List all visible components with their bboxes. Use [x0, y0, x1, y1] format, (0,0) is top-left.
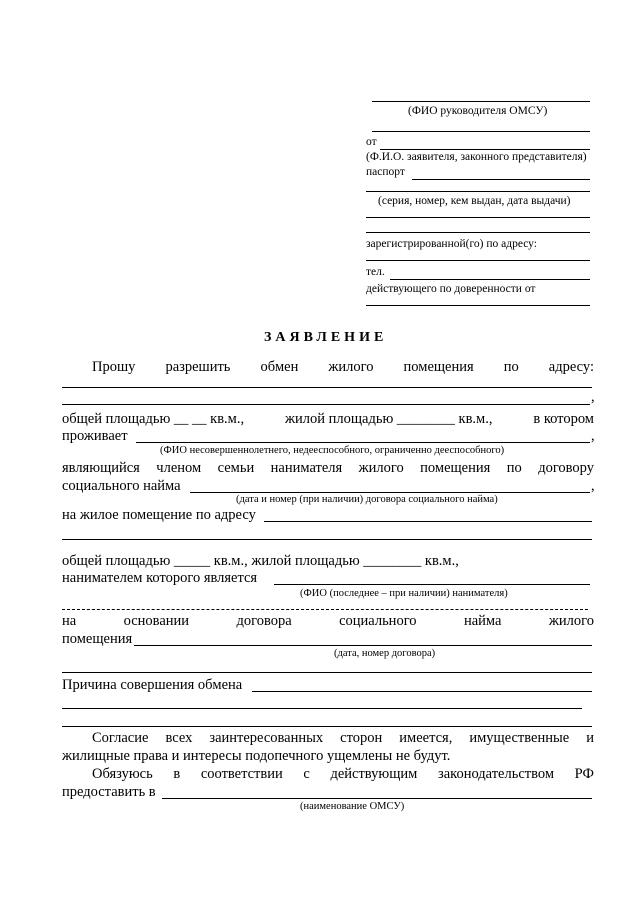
word: по: [506, 460, 522, 476]
passport-line-2[interactable]: [366, 191, 590, 192]
resides-label: проживает: [62, 428, 128, 444]
living-area-text: жилой площадью ________ кв.м.,: [284, 411, 493, 427]
request-line: [92, 359, 594, 376]
member-line: [62, 460, 594, 477]
word: и: [586, 730, 594, 746]
word: действующим: [330, 766, 418, 782]
word: заинтересованных: [209, 730, 324, 746]
area-line-1: [62, 411, 594, 428]
word: разрешить: [165, 359, 231, 375]
omsu-name-line[interactable]: [162, 798, 592, 799]
word: Обязуюсь: [92, 766, 153, 782]
blank-line[interactable]: [62, 672, 592, 673]
dashed-line[interactable]: [62, 609, 588, 610]
word: являющийся: [62, 460, 140, 476]
contract-caption: (дата и номер (при наличии) договора социального найма): [236, 494, 498, 505]
target-address-line-2[interactable]: [62, 539, 592, 540]
word: в: [173, 766, 181, 782]
word: социального: [339, 613, 417, 629]
word: семьи: [217, 460, 255, 476]
word: адресу:: [548, 359, 594, 375]
blank-line[interactable]: [372, 131, 590, 132]
total-area-text: общей площадью __ __ кв.м.,: [62, 411, 245, 427]
word: обмен: [260, 359, 299, 375]
word: жилого: [548, 613, 594, 629]
word: сторон: [340, 730, 383, 746]
area-line-2: общей площадью _____ кв.м., жилой площадью ________ кв.м.,: [62, 553, 459, 569]
reason-line-3[interactable]: [62, 726, 592, 727]
social-lease-label: социального найма: [62, 478, 181, 494]
word: жилого: [358, 460, 404, 476]
from-label: от: [366, 136, 377, 148]
exchange-address-line-2[interactable]: [62, 404, 590, 405]
contract2-line[interactable]: [134, 645, 592, 646]
reason-label: Причина совершения обмена: [62, 677, 243, 693]
word: РФ: [574, 766, 594, 782]
minor-name-line[interactable]: [136, 442, 590, 443]
blank-line[interactable]: [366, 232, 590, 233]
word: членом: [156, 460, 202, 476]
oblige-line: [92, 766, 594, 783]
reason-line[interactable]: [252, 691, 592, 692]
word: соответствии: [200, 766, 283, 782]
target-address-label: на жилое помещение по адресу: [62, 507, 256, 523]
passport-label: паспорт: [366, 166, 405, 178]
phone-line[interactable]: [390, 279, 590, 280]
word: законодательством: [437, 766, 555, 782]
head-name-line[interactable]: [372, 101, 590, 102]
blank-line[interactable]: [366, 217, 590, 218]
word: нанимателя: [270, 460, 343, 476]
passport-line[interactable]: [412, 179, 590, 180]
tenant-name-line[interactable]: [274, 584, 590, 585]
tenant-caption: (ФИО (последнее – при наличии) нанимателя): [300, 588, 508, 599]
word: помещения: [420, 460, 491, 476]
contract2-caption: (дата, номер договора): [334, 648, 436, 659]
comma: ,: [591, 389, 595, 405]
document-title: ЗАЯВЛЕНИЕ: [264, 330, 388, 345]
address-line[interactable]: [366, 260, 590, 261]
comma: ,: [591, 478, 595, 494]
reason-line-2[interactable]: [62, 708, 582, 709]
passport-caption: (серия, номер, кем выдан, дата выдачи): [378, 195, 571, 207]
word: в котором: [533, 411, 594, 427]
word: с: [303, 766, 310, 782]
exchange-address-line[interactable]: [62, 387, 592, 388]
basis-line: [62, 613, 594, 630]
head-caption: (ФИО руководителя ОМСУ): [408, 105, 548, 117]
from-line[interactable]: [380, 149, 590, 150]
provide-label: предоставить в: [62, 784, 156, 800]
registered-label: зарегистрированной(го) по адресу:: [366, 238, 537, 250]
word: договору: [538, 460, 594, 476]
word: Прошу: [92, 359, 136, 375]
word: договора: [236, 613, 292, 629]
word: по: [503, 359, 519, 375]
consent-line: [92, 730, 594, 747]
word: имущественные: [469, 730, 570, 746]
target-address-line[interactable]: [264, 521, 592, 522]
word: основании: [123, 613, 190, 629]
consent-line-2: жилищные права и интересы подопечного ущемлены не будут.: [62, 748, 451, 764]
contract-line[interactable]: [190, 492, 590, 493]
word: всех: [165, 730, 193, 746]
word: помещения: [403, 359, 474, 375]
word: найма: [463, 613, 502, 629]
word: имеется,: [399, 730, 453, 746]
omsu-caption: (наименование ОМСУ): [300, 801, 405, 812]
proxy-line[interactable]: [366, 305, 590, 306]
premises-label: помещения: [62, 631, 133, 647]
word: на: [62, 613, 77, 629]
comma: ,: [591, 428, 595, 444]
minor-caption: (ФИО несовершеннолетнего, недееспособного, ограниченно дееспособного): [160, 445, 505, 456]
proxy-label: действующего по доверенности от: [366, 283, 536, 295]
word: Согласие: [92, 730, 149, 746]
tenant-label: нанимателем которого является: [62, 570, 258, 586]
word: жилого: [328, 359, 374, 375]
applicant-caption: (Ф.И.О. заявителя, законного представителя): [366, 151, 587, 163]
phone-label: тел.: [366, 266, 385, 278]
